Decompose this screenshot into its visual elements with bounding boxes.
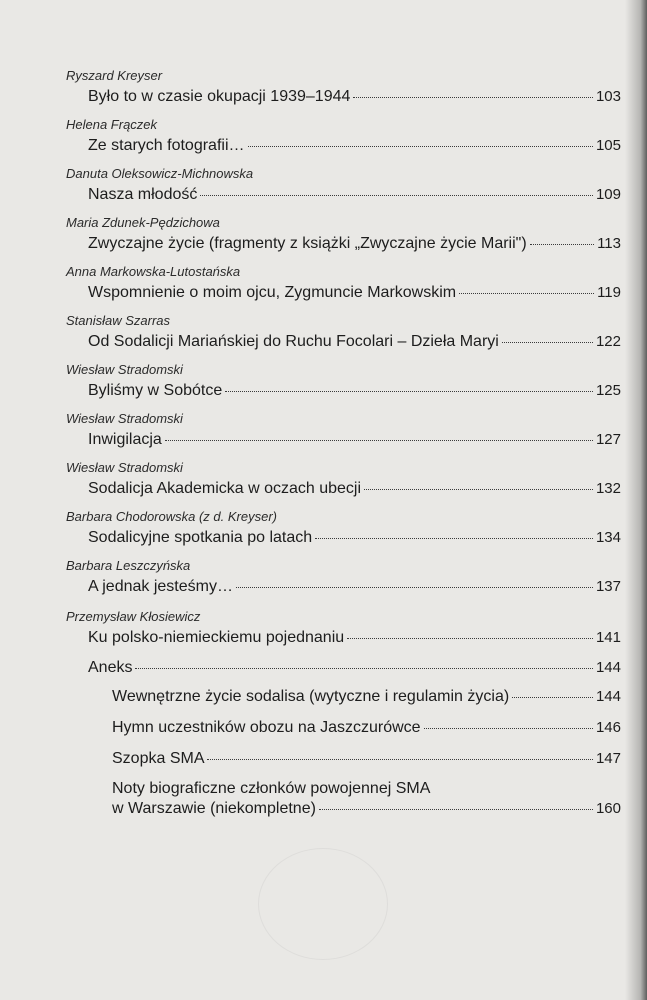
entry-title: Szopka SMA — [112, 750, 205, 767]
entry-author: Danuta Oleksowicz-Michnowska — [66, 166, 254, 181]
toc-entry — [88, 87, 621, 106]
toc-entry — [88, 628, 621, 647]
dot-leader — [135, 668, 593, 669]
toc-entry — [88, 430, 621, 449]
toc-subentry — [112, 749, 621, 768]
entry-author: Stanisław Szarras — [66, 313, 171, 328]
entry-title: Hymn uczestników obozu na Jaszczurówce — [112, 719, 421, 736]
entry-title: Byliśmy w Sobótce — [88, 382, 223, 399]
entry-page: 127 — [595, 431, 621, 448]
entry-title: Wspomnienie o moim ojcu, Zygmuncie Markowskim — [88, 284, 457, 301]
entry-title: Sodalicyjne spotkania po latach — [88, 529, 313, 546]
entry-page: 144 — [595, 659, 621, 676]
toc-subentry — [112, 687, 621, 706]
toc-entry — [88, 528, 621, 547]
dot-leader — [512, 697, 593, 698]
dot-leader — [248, 146, 593, 147]
dot-leader — [315, 538, 593, 539]
entry-page: 119 — [597, 284, 621, 301]
entry-title: Inwigilacja — [88, 431, 162, 448]
entry-author: Barbara Leszczyńska — [66, 558, 191, 573]
dot-leader — [530, 244, 594, 245]
entry-author: Maria Zdunek-Pędzichowa — [66, 215, 220, 230]
toc-entry — [88, 381, 621, 400]
toc-entry-aneks — [88, 658, 621, 677]
dot-leader — [364, 489, 593, 490]
dot-leader — [225, 391, 593, 392]
entry-author: Ryszard Kreyser — [66, 68, 163, 83]
entry-title: Zwyczajne życie (fragmenty z książki „Zwyczajne życie Marii") — [88, 235, 527, 252]
entry-page: 137 — [595, 578, 621, 595]
entry-title: Ku polsko-niemieckiemu pojednaniu — [88, 629, 345, 646]
dot-leader — [207, 759, 592, 760]
dot-leader — [424, 728, 593, 729]
faded-stamp — [258, 848, 388, 960]
toc-entry — [88, 136, 621, 155]
entry-author: Wiesław Stradomski — [66, 411, 183, 426]
dot-leader — [200, 195, 593, 196]
dot-leader — [459, 293, 594, 294]
entry-page: 144 — [595, 688, 621, 705]
toc-entry — [88, 332, 621, 351]
dot-leader — [502, 342, 593, 343]
entry-page: 141 — [595, 629, 621, 646]
dot-leader — [319, 809, 593, 810]
entry-page: 103 — [595, 88, 621, 105]
dot-leader — [353, 97, 593, 98]
dot-leader — [347, 638, 593, 639]
entry-title: Od Sodalicji Mariańskiej do Ruchu Focolari – Dzieła Maryi — [88, 333, 499, 350]
entry-author: Anna Markowska-Lutostańska — [66, 264, 241, 279]
toc-entry — [88, 479, 621, 498]
entry-author: Barbara Chodorowska (z d. Kreyser) — [66, 509, 277, 524]
entry-page: 122 — [595, 333, 621, 350]
entry-page: 160 — [595, 800, 621, 817]
entry-page: 134 — [595, 529, 621, 546]
toc-entry — [88, 185, 621, 204]
entry-page: 125 — [595, 382, 621, 399]
entry-page: 105 — [595, 137, 621, 154]
dot-leader — [165, 440, 593, 441]
toc-entry — [88, 283, 621, 302]
entry-page: 109 — [595, 186, 621, 203]
entry-title-first-line: Noty biograficzne członków powojennej SMA — [112, 780, 431, 797]
dot-leader — [236, 587, 593, 588]
entry-title: A jednak jesteśmy… — [88, 578, 233, 595]
toc-subentry — [112, 799, 621, 818]
entry-title: Aneks — [88, 659, 133, 676]
toc-entry — [88, 577, 621, 596]
entry-author: Przemysław Kłosiewicz — [66, 609, 201, 624]
entry-page: 132 — [595, 480, 621, 497]
entry-title: Wewnętrzne życie sodalisa (wytyczne i regulamin życia) — [112, 688, 510, 705]
toc-subentry — [112, 718, 621, 737]
entry-author: Wiesław Stradomski — [66, 460, 183, 475]
toc-entry — [88, 234, 621, 253]
entry-author: Wiesław Stradomski — [66, 362, 183, 377]
entry-page: 146 — [595, 719, 621, 736]
entry-page: 113 — [597, 235, 621, 252]
entry-title: Ze starych fotografii… — [88, 137, 245, 154]
entry-title: Sodalicja Akademicka w oczach ubecji — [88, 480, 362, 497]
entry-title: Było to w czasie okupacji 1939–1944 — [88, 88, 351, 105]
entry-author: Helena Frączek — [66, 117, 158, 132]
entry-title: Nasza młodość — [88, 186, 198, 203]
page-edge-shadow — [625, 0, 647, 1000]
entry-page: 147 — [595, 750, 621, 767]
entry-title: w Warszawie (niekompletne) — [112, 800, 316, 817]
